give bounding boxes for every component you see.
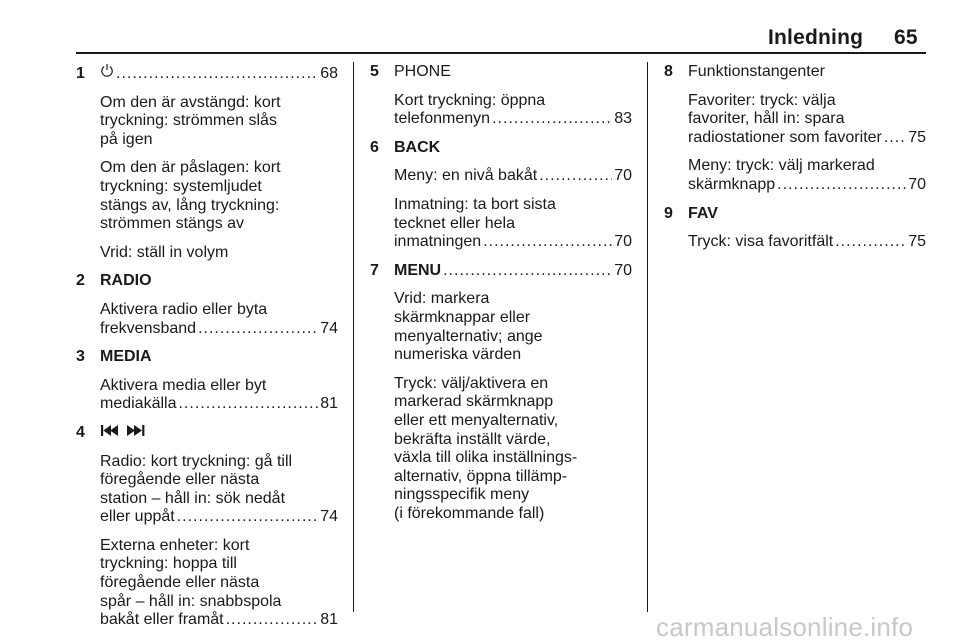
text-line: numeriska värden (394, 346, 522, 364)
button-name: BACK (394, 138, 441, 156)
button-name: MENU (394, 261, 442, 279)
skip-forward-icon (126, 424, 146, 437)
entry-number: 7 (370, 261, 379, 279)
page-ref[interactable]: 74 (320, 319, 338, 337)
text-line: Inmatning: ta bort sista (394, 195, 556, 213)
entry-1 (76, 63, 338, 262)
page-ref[interactable]: 74 (320, 508, 338, 526)
text-line: Radio: kort tryckning: gå till (100, 452, 293, 470)
entry-6 (370, 139, 632, 252)
entry-number: 4 (76, 423, 85, 441)
page-ref[interactable]: 81 (320, 395, 338, 413)
text-line: Aktivera media eller byt (100, 376, 267, 394)
entry-5 (370, 63, 632, 129)
text-line: Meny: tryck: välj markerad (688, 157, 875, 175)
text-line: strömmen stängs av (100, 215, 245, 233)
text-line: skärmknappar eller (394, 308, 531, 326)
text-line: eller ett menyalternativ, (394, 411, 559, 429)
text-line: Favoriter: tryck: välja (688, 91, 836, 109)
page-ref[interactable]: 70 (614, 261, 632, 279)
text-line: på igen (100, 130, 153, 148)
text-line: eller uppåt (100, 508, 175, 526)
page-ref[interactable]: 70 (908, 175, 926, 193)
text-line: Om den är påslagen: kort (100, 159, 281, 177)
button-name: RADIO (100, 272, 152, 290)
text-line: bekräfta inställt värde, (394, 430, 551, 448)
text-line: frekvensband (100, 319, 197, 337)
column-1 (76, 63, 338, 640)
column-2 (370, 63, 632, 533)
text-line: växla till olika inställnings- (394, 449, 578, 467)
text-line: favoriter, håll in: spara (688, 110, 845, 128)
text-line: Vrid: markera (394, 290, 490, 308)
text-line: tryckning: systemljudet (100, 177, 262, 195)
entry-3 (76, 348, 338, 414)
text-line: tryckning: hoppa till (100, 555, 237, 573)
entry-2 (76, 272, 338, 338)
entry-number: 2 (76, 272, 85, 290)
entry-4 (76, 424, 338, 630)
text-line: alternativ, öppna tillämp- (394, 467, 568, 485)
column-divider (353, 62, 354, 612)
text-line: Om den är avstängd: kort (100, 93, 281, 111)
text-line: station – håll in: sök nedåt (100, 489, 286, 507)
text-line: tryckning: strömmen slås (100, 112, 277, 130)
button-name: FAV (688, 204, 718, 222)
text-line: radiostationer som favoriter (688, 128, 882, 146)
page-ref[interactable]: 68 (320, 65, 338, 82)
page-ref[interactable]: 70 (614, 233, 632, 251)
skip-back-icon (100, 424, 120, 437)
watermark-logo: carmanualsonline.info (656, 612, 914, 642)
text-line: ningsspecifik meny (394, 486, 530, 504)
page-ref[interactable]: 81 (320, 611, 338, 629)
page-number: 65 (894, 26, 918, 49)
entry-9 (664, 205, 926, 252)
button-name: PHONE (394, 63, 451, 80)
text-line: inmatningen (394, 233, 482, 251)
text-line: Kort tryckning: öppna (394, 91, 546, 109)
power-icon (100, 63, 114, 78)
entry-number: 6 (370, 138, 379, 156)
page-ref[interactable]: 70 (614, 167, 632, 185)
page-ref[interactable]: 83 (614, 110, 632, 128)
button-name: MEDIA (100, 348, 152, 366)
column-divider (647, 62, 648, 612)
text-line: Tryck: visa favoritfält (688, 233, 834, 251)
text-line: (i förekommande fall) (394, 504, 545, 522)
page-ref[interactable]: 75 (908, 128, 926, 146)
entry-number: 1 (76, 65, 85, 82)
column-3 (664, 63, 926, 262)
text-line: skärmknapp (688, 175, 776, 193)
text-line: föregående eller nästa (100, 574, 260, 592)
entry-8 (664, 63, 926, 195)
text-line: telefonmenyn (394, 110, 491, 128)
entry-7 (370, 262, 632, 524)
text-line: Tryck: välj/aktivera en (394, 374, 549, 392)
entry-number: 3 (76, 348, 85, 366)
text-line: Meny: en nivå bakåt (394, 167, 538, 185)
entry-label: Funktionstangenter (688, 63, 825, 80)
header-rule (76, 52, 926, 54)
text-line: stängs av, lång tryckning: (100, 196, 280, 214)
entry-number: 5 (370, 63, 379, 80)
text-line: menyalternativ; ange (394, 327, 543, 345)
text-line: tecknet eller hela (394, 214, 515, 232)
text-line: Aktivera radio eller byta (100, 300, 268, 318)
text-line: markerad skärmknapp (394, 393, 554, 411)
text-line: mediakälla (100, 395, 177, 413)
text-line: bakåt eller framåt (100, 611, 224, 629)
text-line: föregående eller nästa (100, 471, 260, 489)
page-ref[interactable]: 75 (908, 233, 926, 251)
text-line: Vrid: ställ in volym (100, 243, 229, 261)
entry-number: 9 (664, 204, 673, 222)
text-line: Externa enheter: kort (100, 536, 250, 554)
entry-number: 8 (664, 63, 673, 80)
text-line: spår – håll in: snabbspola (100, 592, 282, 610)
page-section-title: Inledning (768, 26, 864, 49)
